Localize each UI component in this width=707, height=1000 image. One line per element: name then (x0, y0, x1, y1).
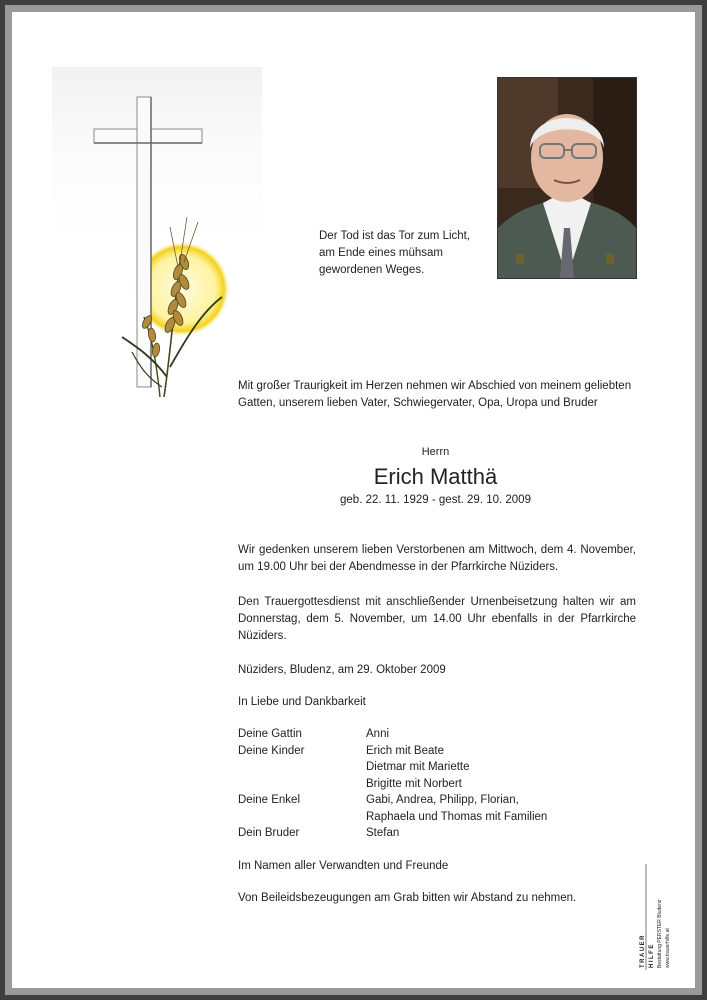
obituary-page (12, 12, 695, 988)
family-name: Brigitte mit Norbert (366, 777, 462, 790)
family-name: Raphaela und Thomas mit Familien (366, 810, 548, 823)
family-name: Stefan (366, 827, 400, 839)
mass-paragraph: Wir gedenken unserem lieben Verstorbenen am Mittwoch, dem 4. November, um 19.00 Uhr bei der Abendmesse in der Pfarrkirche Nüziders. (238, 544, 636, 573)
family-label: Deine Kinder (238, 744, 305, 757)
family-name: Gabi, Andrea, Philipp, Florian, (366, 794, 519, 806)
quote (319, 228, 499, 279)
quote-line: Der Tod ist das Tor zum Licht, (319, 230, 471, 242)
condolences-line: Von Beileidsbezeugungen am Grab bitten wir Abstand zu nehmen. (238, 892, 577, 904)
funeral-paragraph: Den Trauergottesdienst mit anschließender Urnenbeisetzung halten wir am Donnerstag, dem 5. November, um 14.00 Uhr ebenfalls in der Pfarrkirche Nüziders. (238, 596, 636, 642)
intro-line-2: Gatten, unserem lieben Vater, Schwiegervater, Opa, Uropa und Bruder (238, 397, 598, 409)
deceased-name: Erich Matthä (373, 464, 498, 489)
quote-line: am Ende eines mühsam (319, 247, 444, 259)
family-name: Anni (366, 728, 390, 740)
logo-line-2: www.trauerhilfe.at (665, 928, 671, 968)
quote-line: gewordenen Weges. (319, 264, 425, 276)
funeral-home-logo (634, 864, 672, 970)
family-label: Deine Gattin (238, 728, 302, 740)
family-list (238, 726, 638, 842)
intro-line-1: Mit großer Traurigkeit im Herzen nehmen wir Abschied von meinem geliebten (238, 380, 632, 392)
life-dates: geb. 22. 11. 1929 - gest. 29. 10. 2009 (340, 494, 531, 506)
portrait-photo (497, 77, 637, 279)
family-row (238, 825, 638, 842)
love-line: In Liebe und Dankbarkeit (238, 696, 366, 708)
mist-background (52, 67, 262, 267)
cross-wheat-illustration (52, 67, 282, 407)
family-row (238, 792, 638, 825)
family-row (238, 743, 638, 793)
logo-line-1: Bestattung PERSTER Bludenz (657, 899, 663, 968)
logo-word-1: TRAUER (640, 934, 646, 968)
logo-word-2: HILFE (649, 943, 655, 968)
family-label: Dein Bruder (238, 827, 300, 839)
family-row (238, 726, 638, 743)
family-name: Dietmar mit Mariette (366, 761, 470, 773)
family-label: Deine Enkel (238, 794, 301, 806)
salutation: Herrn (421, 446, 450, 458)
intro-text (238, 378, 648, 412)
family-name: Erich mit Beate (366, 744, 444, 757)
relatives-line: Im Namen aller Verwandten und Freunde (238, 860, 449, 872)
place-date: Nüziders, Bludenz, am 29. Oktober 2009 (238, 664, 446, 676)
